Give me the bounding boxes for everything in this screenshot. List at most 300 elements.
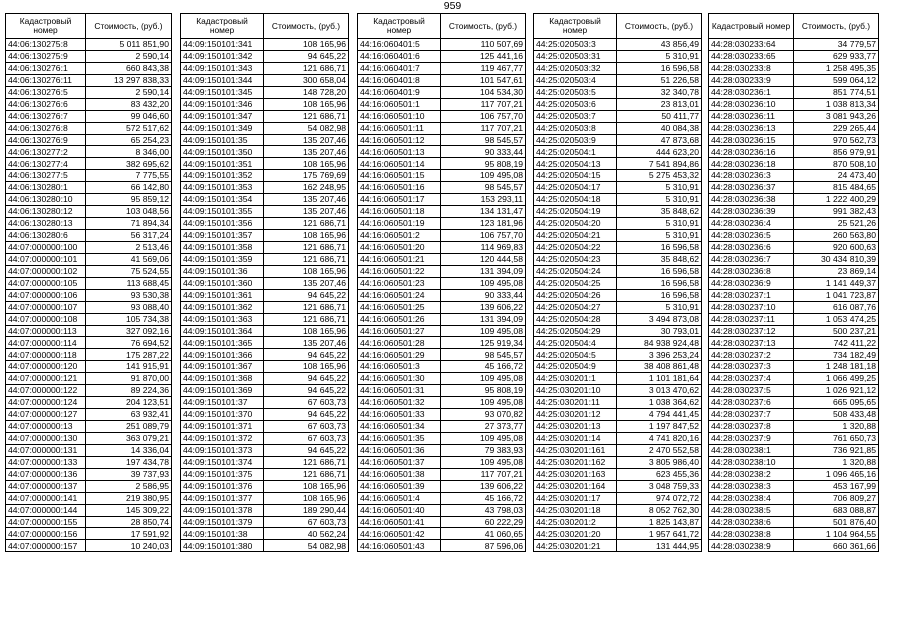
- table-row: [6, 241, 172, 253]
- header-cost: Стоимость, (руб.): [86, 14, 172, 39]
- table-row: [181, 98, 349, 110]
- cadastral-number: 44:28:030233:64: [709, 39, 794, 51]
- cost-value: 1 957 641,72: [617, 528, 702, 540]
- table-row: [6, 516, 172, 528]
- table-row: [6, 230, 172, 242]
- cadastral-number: 44:06:130276:1: [6, 62, 86, 74]
- table-row: [6, 218, 172, 230]
- table-row: [709, 50, 879, 62]
- cadastral-number: 44:16:060501:17: [358, 194, 441, 206]
- cost-value: 106 757,70: [441, 230, 526, 242]
- cost-value: 5 310,91: [617, 50, 702, 62]
- cost-value: 90 333,44: [441, 289, 526, 301]
- cost-value: 970 562,73: [794, 134, 879, 146]
- cost-value: 2 513,46: [86, 241, 172, 253]
- table-row: [534, 86, 702, 98]
- table-row: [6, 397, 172, 409]
- cost-value: 23 869,14: [794, 265, 879, 277]
- cadastral-number: 44:07:000000:105: [6, 277, 86, 289]
- table-row: [709, 110, 879, 122]
- cost-value: 83 432,20: [86, 98, 172, 110]
- cost-value: 4 741 820,16: [617, 432, 702, 444]
- table-row: [6, 62, 172, 74]
- cadastral-number: 44:28:030236:13: [709, 122, 794, 134]
- cadastral-number: 44:28:030236:10: [709, 98, 794, 110]
- cost-value: 38 408 861,48: [617, 361, 702, 373]
- cost-value: 8 346,00: [86, 146, 172, 158]
- table-row: [534, 277, 702, 289]
- table-row: [181, 241, 349, 253]
- table-row: [6, 86, 172, 98]
- cadastral-number: 44:07:000000:144: [6, 504, 86, 516]
- cost-value: 508 433,48: [794, 409, 879, 421]
- cadastral-number: 44:28:030236:3: [709, 170, 794, 182]
- table-row: [6, 301, 172, 313]
- table-row: [709, 122, 879, 134]
- cadastral-number: 44:28:030236:6: [709, 241, 794, 253]
- cost-value: 94 645,22: [264, 444, 349, 456]
- table-row: [709, 134, 879, 146]
- cost-value: 113 688,45: [86, 277, 172, 289]
- cost-value: 1 026 921,12: [794, 385, 879, 397]
- cadastral-number: 44:09:150101:380: [181, 540, 264, 552]
- cadastral-number: 44:07:000000:106: [6, 289, 86, 301]
- cadastral-number: 44:09:150101:367: [181, 361, 264, 373]
- cost-value: 30 434 810,39: [794, 253, 879, 265]
- cadastral-number: 44:07:000000:121: [6, 373, 86, 385]
- cadastral-number: 44:25:020504:4: [534, 337, 617, 349]
- cost-value: 10 240,03: [86, 540, 172, 552]
- table-row: [534, 62, 702, 74]
- cost-value: 35 848,62: [617, 206, 702, 218]
- cost-value: 2 590,14: [86, 50, 172, 62]
- cadastral-number: 44:16:060501:28: [358, 337, 441, 349]
- cadastral-number: 44:06:130276:11: [6, 74, 86, 86]
- cadastral-number: 44:28:030238:6: [709, 516, 794, 528]
- cost-value: 145 309,22: [86, 504, 172, 516]
- cadastral-number: 44:07:000000:118: [6, 349, 86, 361]
- cost-value: 103 048,56: [86, 206, 172, 218]
- table-row: [181, 540, 349, 552]
- cadastral-table-2: [180, 13, 349, 552]
- cadastral-number: 44:09:150101:35: [181, 134, 264, 146]
- cost-value: 16 596,58: [617, 289, 702, 301]
- cost-value: 175 287,22: [86, 349, 172, 361]
- table-row: [358, 480, 526, 492]
- cadastral-number: 44:09:150101:358: [181, 241, 264, 253]
- cadastral-number: 44:25:030201:163: [534, 468, 617, 480]
- cadastral-number: 44:09:150101:353: [181, 182, 264, 194]
- cost-value: 125 919,34: [441, 337, 526, 349]
- cost-value: 162 248,95: [264, 182, 349, 194]
- cadastral-number: 44:25:020504:23: [534, 253, 617, 265]
- cost-value: 108 165,96: [264, 361, 349, 373]
- cadastral-number: 44:16:060501:4: [358, 492, 441, 504]
- table-row: [534, 230, 702, 242]
- cost-value: 135 207,46: [264, 206, 349, 218]
- cost-value: 683 088,87: [794, 504, 879, 516]
- table-row: [6, 182, 172, 194]
- cost-value: 94 645,22: [264, 349, 349, 361]
- table-row: [534, 492, 702, 504]
- table-row: [358, 456, 526, 468]
- cadastral-number: 44:09:150101:369: [181, 385, 264, 397]
- table-row: [534, 241, 702, 253]
- table-row: [358, 74, 526, 86]
- table-row: [181, 325, 349, 337]
- cost-value: 121 686,71: [264, 468, 349, 480]
- table-row: [181, 397, 349, 409]
- cadastral-number: 44:16:060501:37: [358, 456, 441, 468]
- cost-value: 974 072,72: [617, 492, 702, 504]
- table-row: [534, 146, 702, 158]
- table-row: [534, 39, 702, 51]
- table-row: [181, 409, 349, 421]
- table-row: [534, 456, 702, 468]
- cadastral-number: 44:09:150101:365: [181, 337, 264, 349]
- cadastral-number: 44:28:030237:2: [709, 349, 794, 361]
- table-row: [709, 301, 879, 313]
- table-row: [358, 50, 526, 62]
- cadastral-number: 44:28:030233:8: [709, 62, 794, 74]
- cadastral-number: 44:09:150101:344: [181, 74, 264, 86]
- cadastral-number: 44:25:020503:8: [534, 122, 617, 134]
- cost-value: 94 645,22: [264, 385, 349, 397]
- cost-value: 5 310,91: [617, 182, 702, 194]
- cost-value: 94 645,22: [264, 373, 349, 385]
- cadastral-number: 44:06:130280:1: [6, 182, 86, 194]
- cadastral-number: 44:07:000000:130: [6, 432, 86, 444]
- table-row: [181, 337, 349, 349]
- cost-value: 121 686,71: [264, 62, 349, 74]
- cost-value: 106 757,70: [441, 110, 526, 122]
- cadastral-number: 44:16:060501:35: [358, 432, 441, 444]
- cadastral-number: 44:25:020503:32: [534, 62, 617, 74]
- cadastral-number: 44:06:130275:9: [6, 50, 86, 62]
- table-row: [709, 480, 879, 492]
- cost-value: 108 165,96: [264, 492, 349, 504]
- cost-value: 5 310,91: [617, 218, 702, 230]
- table-row: [181, 265, 349, 277]
- table-row: [534, 349, 702, 361]
- cost-value: 93 530,38: [86, 289, 172, 301]
- table-row: [181, 146, 349, 158]
- cost-value: 93 088,40: [86, 301, 172, 313]
- cadastral-number: 44:06:130277:4: [6, 158, 86, 170]
- cadastral-number: 44:09:150101:377: [181, 492, 264, 504]
- cadastral-number: 44:06:130276:7: [6, 110, 86, 122]
- cadastral-number: 44:28:030237:13: [709, 337, 794, 349]
- cadastral-number: 44:16:060501:40: [358, 504, 441, 516]
- table-row: [181, 516, 349, 528]
- table-row: [709, 361, 879, 373]
- cost-value: 17 591,92: [86, 528, 172, 540]
- table-row: [6, 134, 172, 146]
- cadastral-number: 44:07:000000:156: [6, 528, 86, 540]
- cost-value: 108 165,96: [264, 158, 349, 170]
- table-row: [181, 134, 349, 146]
- table-row: [181, 289, 349, 301]
- table-row: [709, 39, 879, 51]
- cost-value: 14 336,04: [86, 444, 172, 456]
- cost-value: 109 495,08: [441, 277, 526, 289]
- table-row: [6, 528, 172, 540]
- cadastral-number: 44:09:150101:349: [181, 122, 264, 134]
- cadastral-number: 44:28:030236:9: [709, 277, 794, 289]
- cost-value: 109 495,08: [441, 432, 526, 444]
- cost-value: 139 606,22: [441, 480, 526, 492]
- cadastral-number: 44:16:060501:21: [358, 253, 441, 265]
- cost-value: 76 694,52: [86, 337, 172, 349]
- table-row: [534, 528, 702, 540]
- cost-value: 1 053 474,25: [794, 313, 879, 325]
- table-row: [358, 289, 526, 301]
- table-row: [6, 540, 172, 552]
- cadastral-number: 44:16:060501:1: [358, 98, 441, 110]
- table-row: [6, 194, 172, 206]
- table-row: [6, 146, 172, 158]
- cadastral-number: 44:07:000000:102: [6, 265, 86, 277]
- cost-value: 148 728,20: [264, 86, 349, 98]
- cost-value: 25 521,26: [794, 218, 879, 230]
- cadastral-number: 44:28:030236:4: [709, 218, 794, 230]
- cadastral-number: 44:06:130280:12: [6, 206, 86, 218]
- cadastral-number: 44:28:030238:10: [709, 456, 794, 468]
- cadastral-number: 44:16:060501:26: [358, 313, 441, 325]
- cadastral-number: 44:25:020503:31: [534, 50, 617, 62]
- cost-value: 5 310,91: [617, 230, 702, 242]
- cadastral-number: 44:07:000000:120: [6, 361, 86, 373]
- cadastral-number: 44:09:150101:38: [181, 528, 264, 540]
- cadastral-number: 44:25:030201:13: [534, 421, 617, 433]
- table-row: [534, 444, 702, 456]
- cadastral-number: 44:28:030236:16: [709, 146, 794, 158]
- cost-value: 41 060,65: [441, 528, 526, 540]
- cost-value: 629 933,77: [794, 50, 879, 62]
- cadastral-number: 44:25:030201:14: [534, 432, 617, 444]
- cost-value: 1 066 499,25: [794, 373, 879, 385]
- cadastral-number: 44:28:030233:9: [709, 74, 794, 86]
- cost-value: 1 825 143,87: [617, 516, 702, 528]
- table-row: [709, 432, 879, 444]
- table-row: [534, 385, 702, 397]
- table-row: [6, 253, 172, 265]
- cost-value: 51 226,58: [617, 74, 702, 86]
- cost-value: 98 545,57: [441, 134, 526, 146]
- cost-value: 2 590,14: [86, 86, 172, 98]
- cost-value: 134 131,47: [441, 206, 526, 218]
- cost-value: 742 411,22: [794, 337, 879, 349]
- cadastral-number: 44:16:060501:27: [358, 325, 441, 337]
- cost-value: 2 586,95: [86, 480, 172, 492]
- table-row: [181, 218, 349, 230]
- table-row: [358, 241, 526, 253]
- table-row: [709, 194, 879, 206]
- cadastral-number: 44:16:060501:30: [358, 373, 441, 385]
- table-row: [709, 468, 879, 480]
- table-row: [181, 313, 349, 325]
- table-row: [358, 277, 526, 289]
- cadastral-number: 44:25:030201:20: [534, 528, 617, 540]
- table-row: [358, 409, 526, 421]
- cadastral-number: 44:07:000000:133: [6, 456, 86, 468]
- table-row: [181, 170, 349, 182]
- table-row: [6, 432, 172, 444]
- cadastral-number: 44:25:020504:15: [534, 170, 617, 182]
- cost-value: 3 081 943,26: [794, 110, 879, 122]
- cost-value: 108 165,96: [264, 230, 349, 242]
- table-row: [358, 361, 526, 373]
- cost-value: 139 606,22: [441, 301, 526, 313]
- cost-value: 109 495,08: [441, 456, 526, 468]
- cadastral-table-5: [708, 13, 879, 552]
- cost-value: 109 495,08: [441, 397, 526, 409]
- table-row: [709, 504, 879, 516]
- cadastral-number: 44:16:060401:5: [358, 39, 441, 51]
- cadastral-number: 44:09:150101:374: [181, 456, 264, 468]
- cadastral-number: 44:25:030201:161: [534, 444, 617, 456]
- cost-value: 197 434,78: [86, 456, 172, 468]
- cost-value: 1 038 364,62: [617, 397, 702, 409]
- cost-value: 56 317,24: [86, 230, 172, 242]
- cost-value: 189 290,44: [264, 504, 349, 516]
- cadastral-number: 44:07:000000:13: [6, 421, 86, 433]
- table-row: [534, 301, 702, 313]
- cost-value: 815 484,65: [794, 182, 879, 194]
- table-row: [181, 468, 349, 480]
- cost-value: 121 686,71: [264, 456, 349, 468]
- cadastral-number: 44:09:150101:355: [181, 206, 264, 218]
- cost-value: 1 096 465,16: [794, 468, 879, 480]
- cost-value: 16 596,58: [617, 265, 702, 277]
- cadastral-number: 44:06:130276:6: [6, 98, 86, 110]
- table-row: [709, 492, 879, 504]
- table-row: [358, 253, 526, 265]
- table-row: [358, 349, 526, 361]
- table-row: [6, 158, 172, 170]
- table-row: [6, 325, 172, 337]
- cadastral-number: 44:25:020503:9: [534, 134, 617, 146]
- table-row: [358, 301, 526, 313]
- table-row: [534, 206, 702, 218]
- cost-value: 30 793,01: [617, 325, 702, 337]
- cadastral-number: 44:25:030201:10: [534, 385, 617, 397]
- cadastral-number: 44:28:030238:3: [709, 480, 794, 492]
- table-row: [358, 146, 526, 158]
- cadastral-number: 44:07:000000:141: [6, 492, 86, 504]
- table-row: [709, 385, 879, 397]
- cadastral-number: 44:28:030236:39: [709, 206, 794, 218]
- table-row: [709, 146, 879, 158]
- table-row: [6, 110, 172, 122]
- table-row: [534, 289, 702, 301]
- cadastral-number: 44:09:150101:346: [181, 98, 264, 110]
- table-row: [358, 158, 526, 170]
- cost-value: 5 310,91: [617, 301, 702, 313]
- table-row: [358, 325, 526, 337]
- cost-value: 229 265,44: [794, 122, 879, 134]
- cadastral-table-4: [533, 13, 702, 552]
- cadastral-number: 44:09:150101:341: [181, 39, 264, 51]
- cost-value: 5 275 453,32: [617, 170, 702, 182]
- table-row: [358, 194, 526, 206]
- cost-value: 153 293,11: [441, 194, 526, 206]
- table-row: [709, 409, 879, 421]
- cost-value: 736 921,85: [794, 444, 879, 456]
- cadastral-number: 44:07:000000:155: [6, 516, 86, 528]
- cadastral-number: 44:16:060501:20: [358, 241, 441, 253]
- cadastral-number: 44:09:150101:364: [181, 325, 264, 337]
- cost-value: 131 394,09: [441, 313, 526, 325]
- table-row: [358, 230, 526, 242]
- cost-value: 117 707,21: [441, 468, 526, 480]
- cost-value: 991 382,43: [794, 206, 879, 218]
- table-row: [709, 313, 879, 325]
- table-row: [181, 74, 349, 86]
- cost-value: 117 707,21: [441, 122, 526, 134]
- table-row: [534, 265, 702, 277]
- cadastral-number: 44:16:060501:12: [358, 134, 441, 146]
- table-row: [181, 50, 349, 62]
- cadastral-number: 44:16:060501:25: [358, 301, 441, 313]
- table-row: [181, 230, 349, 242]
- cadastral-number: 44:16:060501:29: [358, 349, 441, 361]
- cost-value: 60 222,29: [441, 516, 526, 528]
- table-row: [6, 170, 172, 182]
- cost-value: 300 658,04: [264, 74, 349, 86]
- cost-value: 109 495,08: [441, 373, 526, 385]
- table-row: [534, 540, 702, 552]
- cost-value: 87 596,06: [441, 540, 526, 552]
- table-row: [358, 337, 526, 349]
- table-row: [709, 170, 879, 182]
- cost-value: 66 142,80: [86, 182, 172, 194]
- cadastral-number: 44:09:150101:357: [181, 230, 264, 242]
- cadastral-number: 44:28:030233:65: [709, 50, 794, 62]
- cost-value: 108 165,96: [264, 265, 349, 277]
- cadastral-number: 44:25:030201:1: [534, 373, 617, 385]
- cost-value: 3 013 470,62: [617, 385, 702, 397]
- cost-value: 65 254,23: [86, 134, 172, 146]
- cost-value: 204 123,51: [86, 397, 172, 409]
- cost-value: 623 455,36: [617, 468, 702, 480]
- cost-value: 363 079,21: [86, 432, 172, 444]
- cost-value: 75 524,55: [86, 265, 172, 277]
- table-row: [6, 361, 172, 373]
- cadastral-number: 44:25:030201:21: [534, 540, 617, 552]
- cadastral-number: 44:25:020504:13: [534, 158, 617, 170]
- cadastral-number: 44:16:060501:43: [358, 540, 441, 552]
- cadastral-number: 44:16:060501:15: [358, 170, 441, 182]
- table-row: [709, 182, 879, 194]
- cost-value: 95 859,12: [86, 194, 172, 206]
- cadastral-number: 44:16:060501:2: [358, 230, 441, 242]
- cadastral-number: 44:28:030236:38: [709, 194, 794, 206]
- table-row: [534, 397, 702, 409]
- cadastral-number: 44:07:000000:113: [6, 325, 86, 337]
- table-row: [358, 98, 526, 110]
- cost-value: 135 207,46: [264, 277, 349, 289]
- cost-value: 616 087,76: [794, 301, 879, 313]
- cadastral-number: 44:09:150101:342: [181, 50, 264, 62]
- table-row: [6, 277, 172, 289]
- table-row: [358, 492, 526, 504]
- cadastral-number: 44:28:030236:1: [709, 86, 794, 98]
- cadastral-number: 44:25:020503:7: [534, 110, 617, 122]
- table-row: [709, 277, 879, 289]
- table-row: [534, 253, 702, 265]
- cadastral-number: 44:25:030201:164: [534, 480, 617, 492]
